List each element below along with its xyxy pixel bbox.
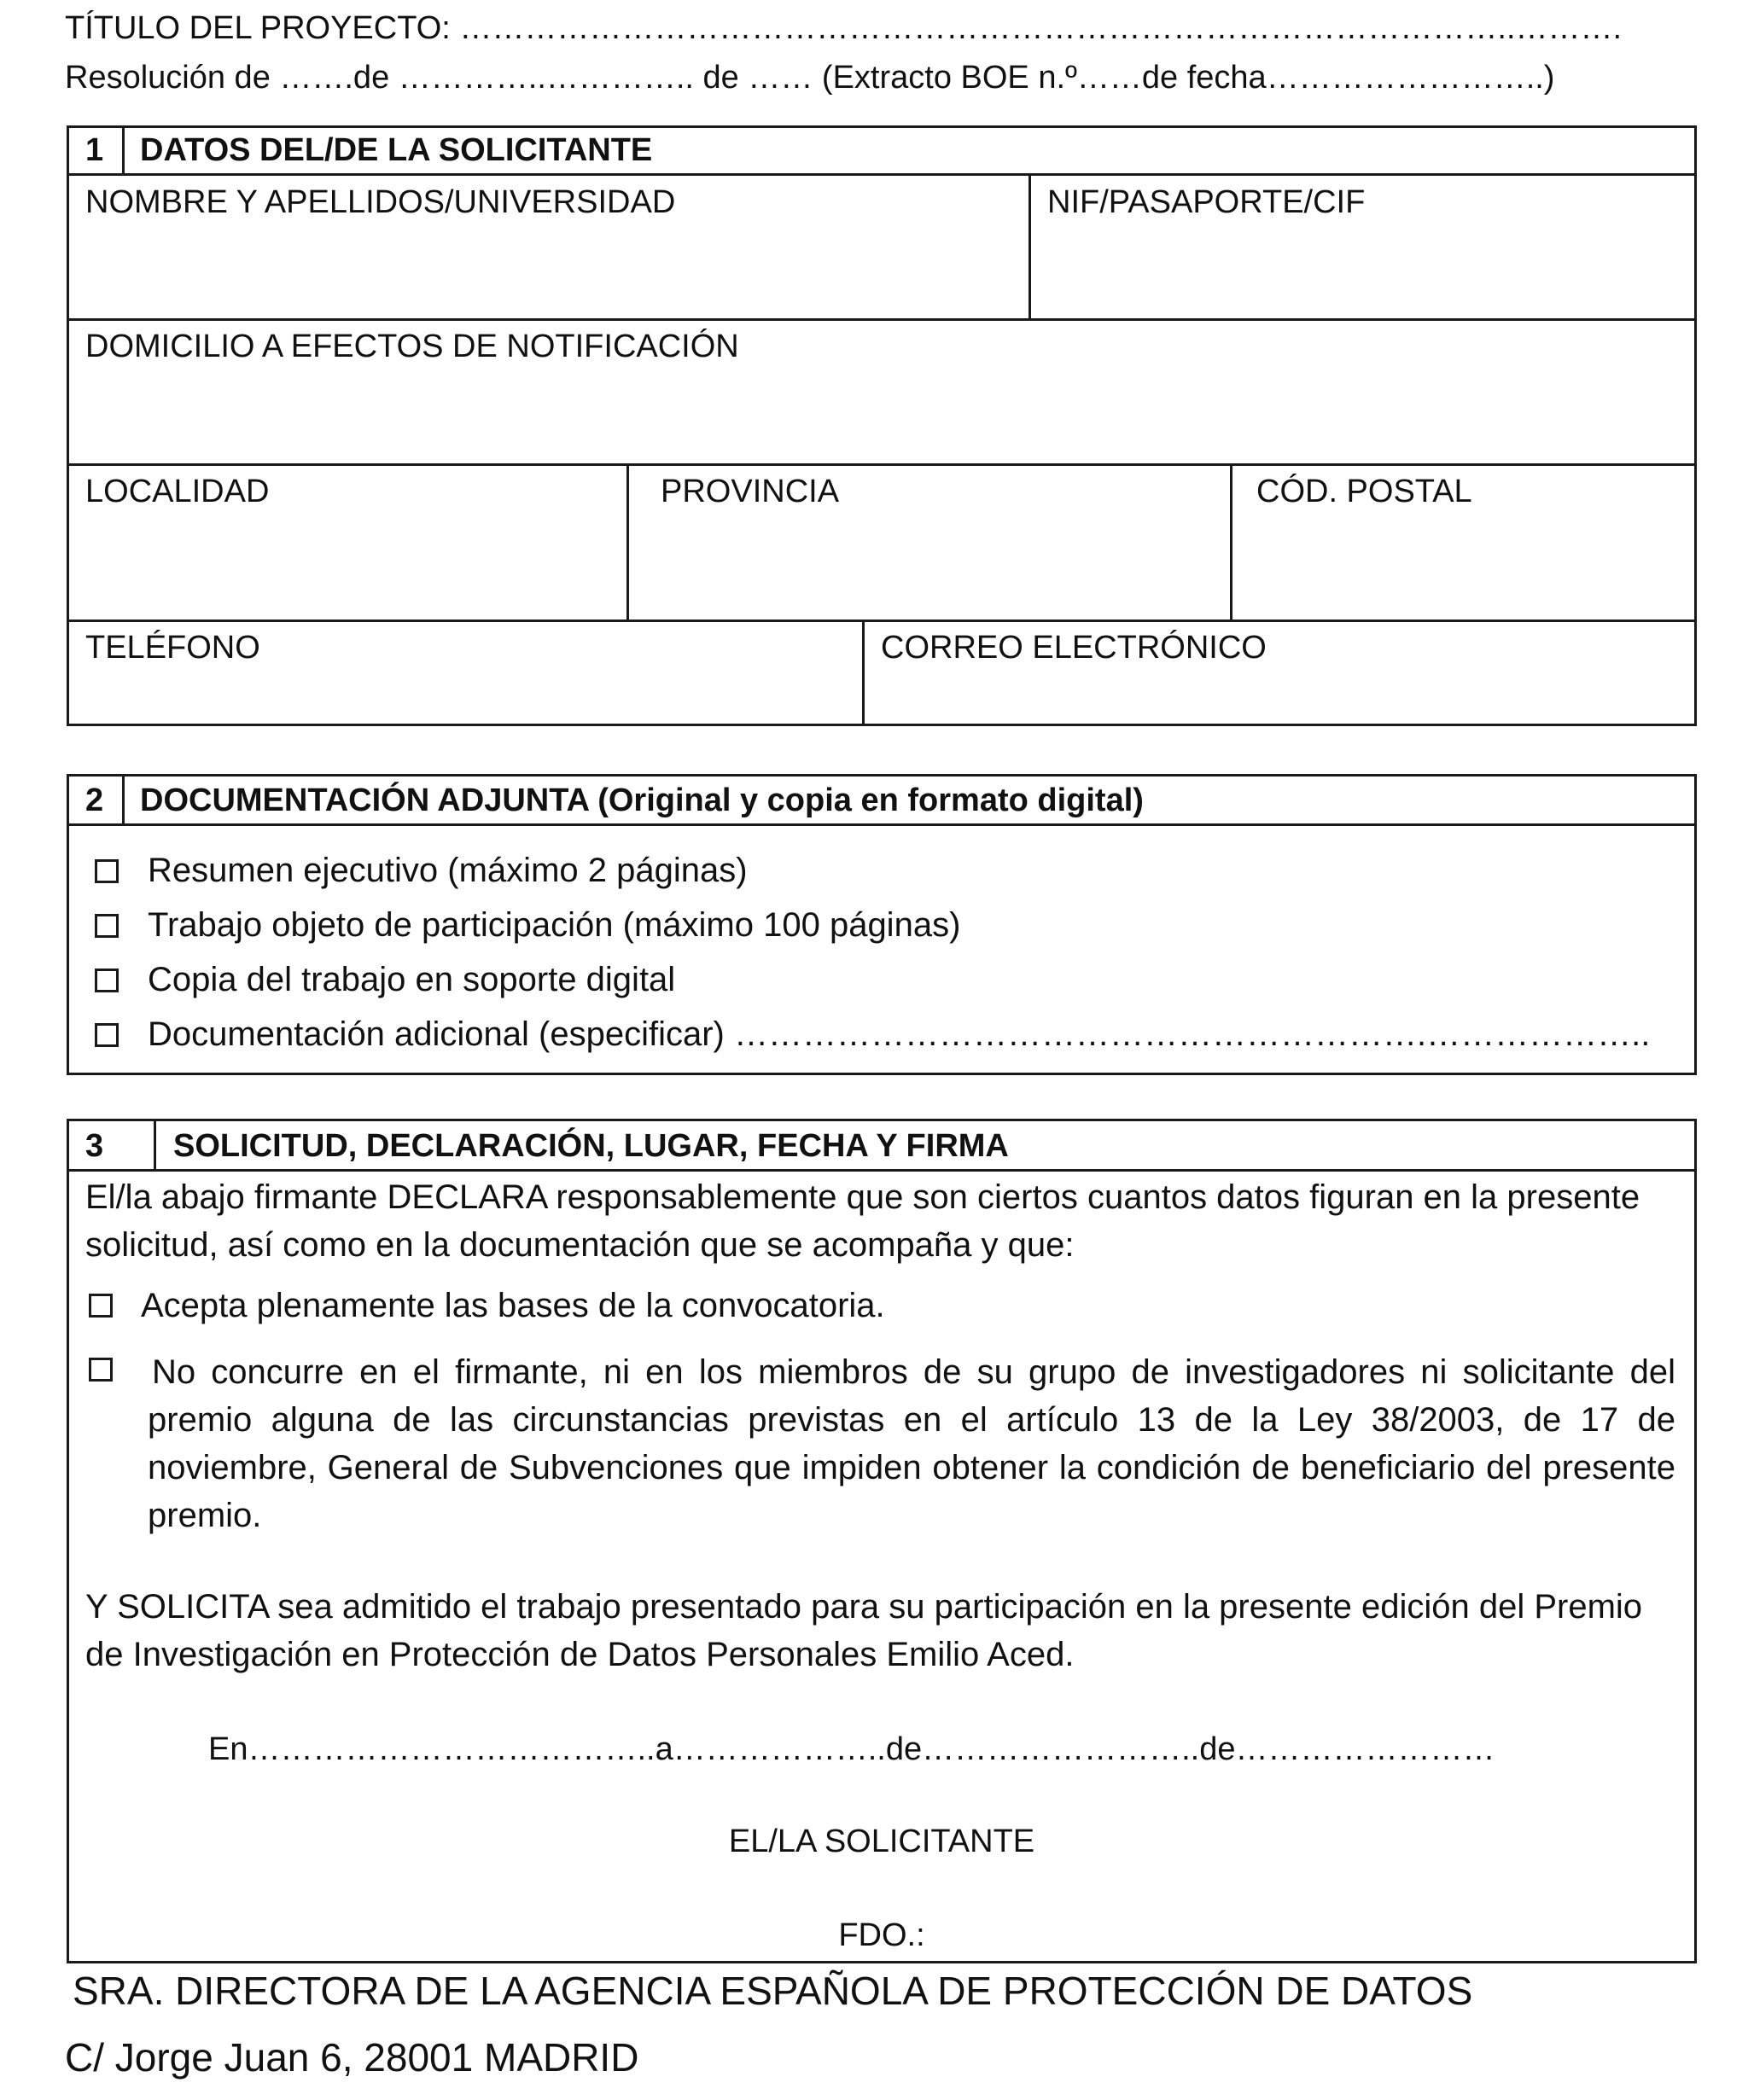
- trabajo-item-label: Trabajo objeto de participación (máximo 100 páginas): [148, 906, 961, 944]
- correo-field[interactable]: [867, 670, 1693, 723]
- section-1-title: DATOS DEL/DE LA SOLICITANTE: [140, 132, 653, 168]
- section-2-header-divider: [67, 823, 1697, 826]
- section-2-number: 2: [85, 782, 104, 818]
- firma-label: FDO.:: [838, 1917, 925, 1953]
- no-concurre-label: No concurre en el firmante, ni en los miembros de su grupo de investigadores ni solicitante del premio alguna de las circunstancias previstas en el artículo 13 de la Ley 38/2003, de 17 de noviembre, General de Subvenciones que impiden obtener la condición de beneficiario del presente premio.: [148, 1353, 1675, 1534]
- provincia-field[interactable]: [632, 514, 1227, 618]
- nif-field-label: NIF/PASAPORTE/CIF: [1047, 184, 1366, 220]
- telefono-field-label: TELÉFONO: [85, 630, 260, 666]
- correo-field-label: CORREO ELECTRÓNICO: [881, 630, 1267, 666]
- row-1-divider: [67, 318, 1697, 321]
- nombre-field[interactable]: [70, 224, 1026, 317]
- copia-digital-item-label: Copia del trabajo en soporte digital: [148, 961, 676, 998]
- domicilio-field[interactable]: [70, 369, 1693, 462]
- section-3-header-divider: [67, 1169, 1697, 1172]
- trabajo-checkbox[interactable]: [95, 914, 119, 938]
- resolucion-line: Resolución de …….de …………..………….. de …… (Extracto BOE n.º……de fecha……………………..): [65, 60, 1555, 96]
- nombre-nif-divider: [1029, 173, 1031, 320]
- cod-postal-field[interactable]: [1235, 514, 1693, 618]
- domicilio-field-label: DOMICILIO A EFECTOS DE NOTIFICACIÓN: [85, 329, 739, 364]
- row-3-divider: [67, 620, 1697, 622]
- localidad-provincia-divider: [626, 463, 629, 621]
- addressee-line: SRA. DIRECTORA DE LA AGENCIA ESPAÑOLA DE PROTECCIÓN DE DATOS: [73, 1969, 1473, 2013]
- section-3-number-divider: [154, 1119, 156, 1171]
- section-3-title: SOLICITUD, DECLARACIÓN, LUGAR, FECHA Y FIRMA: [173, 1128, 1009, 1164]
- nif-field[interactable]: [1033, 224, 1693, 317]
- address-line: C/ Jorge Juan 6, 28001 MADRID: [65, 2035, 639, 2080]
- nombre-field-label: NOMBRE Y APELLIDOS/UNIVERSIDAD: [85, 184, 676, 220]
- solicita-paragraph: Y SOLICITA sea admitido el trabajo presentado para su participación en la presente edición del Premio de Investigación en Protección de Datos Personales Emilio Aced.: [85, 1588, 1643, 1673]
- section-1-header-divider: [67, 173, 1697, 176]
- no-concurre-checkbox[interactable]: [89, 1358, 113, 1382]
- section-2-title: DOCUMENTACIÓN ADJUNTA (Original y copia en formato digital): [140, 782, 1144, 818]
- acepta-bases-label: Acepta plenamente las bases de la convocatoria.: [141, 1287, 885, 1324]
- localidad-field-label: LOCALIDAD: [85, 474, 270, 509]
- acepta-bases-checkbox[interactable]: [89, 1294, 113, 1318]
- provincia-cp-divider: [1230, 463, 1232, 621]
- documentacion-adicional-checkbox[interactable]: [95, 1023, 119, 1047]
- section-3-number: 3: [85, 1128, 104, 1164]
- lugar-fecha-line: En………………………………..a………………..de……………………..de……………………: [208, 1731, 1495, 1767]
- telefono-field[interactable]: [70, 670, 860, 723]
- declaracion-intro: El/la abajo firmante DECLARA responsablemente que son ciertos cuantos datos figuran en la presente solicitud, así como en la documentación que se acompaña y que:: [85, 1178, 1640, 1264]
- telefono-correo-divider: [862, 620, 865, 726]
- row-2-divider: [67, 463, 1697, 466]
- solicitante-label: EL/LA SOLICITANTE: [728, 1824, 1035, 1859]
- provincia-field-label: PROVINCIA: [661, 474, 840, 509]
- resumen-checkbox[interactable]: [95, 859, 119, 883]
- localidad-field[interactable]: [70, 514, 625, 618]
- cod-postal-field-label: CÓD. POSTAL: [1256, 474, 1472, 509]
- section-2-number-divider: [122, 774, 125, 825]
- documentacion-adicional-item-label: Documentación adicional (especificar) …………………………………………………….………………..: [148, 1015, 1651, 1053]
- copia-digital-checkbox[interactable]: [95, 969, 119, 992]
- resumen-item-label: Resumen ejecutivo (máximo 2 páginas): [148, 852, 748, 889]
- titulo-proyecto-line: TÍTULO DEL PROYECTO: ……………………………………………………………………………………..……….: [65, 10, 1623, 46]
- section-1-number: 1: [85, 132, 104, 168]
- section-1-number-divider: [122, 125, 125, 175]
